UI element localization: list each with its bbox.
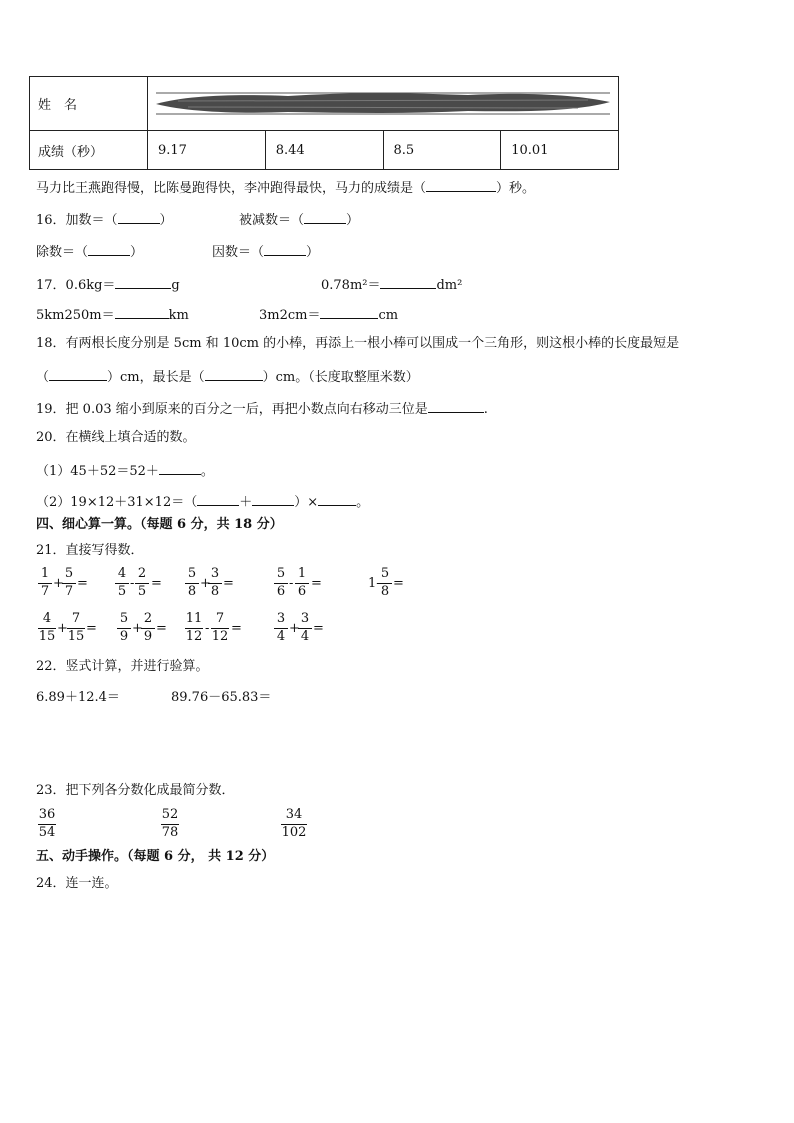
q16-d: 因数＝（ ） (212, 242, 319, 261)
equals-sign: = (231, 621, 242, 636)
q17-d: 3m2cm＝ cm (259, 305, 398, 324)
q17-a: 17．0.6kg＝ g (36, 275, 180, 294)
fraction: 3 8 (208, 567, 222, 600)
plus-sign: + (289, 621, 300, 636)
minus-sign: - (130, 576, 135, 591)
equals-sign: = (156, 621, 167, 636)
q22-expr-1: 6.89＋12.4＝ (36, 690, 120, 705)
plus-sign: + (200, 576, 211, 591)
equals-sign: = (313, 621, 324, 636)
fraction: 1 7 (38, 567, 52, 600)
fraction: 5 9 (117, 612, 131, 645)
one-minus: 1- (368, 576, 381, 591)
q15-text: 马力比王燕跑得慢，比陈曼跑得快，李冲跑得最快，马力的成绩是（ ）秒。 (36, 178, 535, 197)
fraction: 2 9 (141, 612, 155, 645)
score-table (29, 76, 619, 170)
q17-b: 0.78m²＝ dm² (321, 275, 462, 294)
fraction: 5 8 (185, 567, 199, 600)
answer-blank[interactable] (197, 492, 239, 506)
q18-line2: （ ）cm，最长是（ ）cm。（长度取整厘米数） (36, 367, 419, 386)
answer-blank[interactable] (159, 461, 201, 475)
answer-blank[interactable] (252, 492, 294, 506)
q24-title: 24．连一连。 (36, 876, 118, 891)
q16-c: 除数＝（ ） (36, 242, 143, 261)
q19-text: 19．把 0.03 缩小到原来的百分之一后，再把小数点向右移动三位是 . (36, 399, 488, 418)
answer-blank[interactable] (264, 242, 306, 256)
q16-b: 被减数＝（ ） (239, 210, 359, 229)
fraction: 5 7 (62, 567, 76, 600)
answer-blank[interactable] (115, 275, 171, 289)
q16-a: 16．加数＝（ ） (36, 210, 173, 229)
score-cell: 8.44 (265, 131, 383, 170)
fraction: 34 102 (281, 807, 307, 840)
fraction: 3 4 (298, 612, 312, 645)
fraction: 2 5 (135, 567, 149, 600)
fraction: 1 6 (295, 567, 309, 600)
names-cell (148, 77, 619, 131)
plus-sign: + (132, 621, 143, 636)
plus-sign: + (53, 576, 64, 591)
section-5-heading: 五、动手操作。（每题 6 分， 共 12 分） (36, 849, 275, 864)
q20-part2: （2）19×12＋31×12＝（ ＋ ）× 。 (36, 492, 369, 511)
equals-sign: = (311, 576, 322, 591)
equals-sign: = (223, 576, 234, 591)
q22-expr-2: 89.76－65.83＝ (171, 690, 272, 705)
answer-blank[interactable] (318, 492, 356, 506)
score-label-cell: 成绩（秒） (30, 131, 148, 170)
answer-blank[interactable] (428, 399, 484, 413)
answer-blank[interactable] (49, 367, 107, 381)
score-cell: 8.5 (383, 131, 501, 170)
q21-title: 21．直接写得数． (36, 543, 144, 558)
answer-blank[interactable] (426, 178, 496, 192)
q23-title: 23．把下列各分数化成最简分数． (36, 783, 235, 798)
answer-blank[interactable] (115, 305, 169, 319)
fraction: 36 54 (38, 807, 56, 840)
section-4-heading: 四、细心算一算。（每题 6 分，共 18 分） (36, 517, 283, 532)
fraction: 52 78 (161, 807, 179, 840)
plus-sign: + (57, 621, 68, 636)
minus-sign: - (205, 621, 210, 636)
equals-sign: = (151, 576, 162, 591)
answer-blank[interactable] (380, 275, 436, 289)
fraction: 7 15 (67, 611, 85, 644)
table-row-names (30, 77, 619, 131)
redacted-names-image (148, 77, 618, 130)
q18-line1: 18．有两根长度分别是 5cm 和 10cm 的小棒，再添上一根小棒可以围成一个三角形，则这根小棒的长度最短是 (36, 336, 680, 351)
fraction: 4 5 (115, 567, 129, 600)
score-cell: 9.17 (148, 131, 266, 170)
name-label-cell: 姓 名 (30, 77, 148, 131)
answer-blank[interactable] (205, 367, 263, 381)
q17-c: 5km250m＝ km (36, 305, 189, 324)
q20-part1: （1）45＋52＝52＋ 。 (36, 461, 214, 480)
equals-sign: = (393, 576, 404, 591)
fraction: 4 15 (38, 611, 56, 644)
answer-blank[interactable] (118, 210, 160, 224)
fraction: 3 4 (274, 612, 288, 645)
answer-blank[interactable] (88, 242, 130, 256)
fraction: 7 12 (211, 611, 229, 644)
score-cell: 10.01 (501, 131, 619, 170)
table-row-scores (30, 131, 619, 170)
q20-title: 20．在横线上填合适的数。 (36, 430, 196, 445)
answer-blank[interactable] (304, 210, 346, 224)
fraction: 5 6 (274, 567, 288, 600)
minus-sign: - (289, 576, 294, 591)
equals-sign: = (86, 621, 97, 636)
fraction: 11 12 (185, 611, 203, 644)
q22-title: 22．竖式计算，并进行验算。 (36, 659, 209, 674)
fraction: 5 8 (378, 567, 392, 600)
equals-sign: = (77, 576, 88, 591)
answer-blank[interactable] (320, 305, 378, 319)
